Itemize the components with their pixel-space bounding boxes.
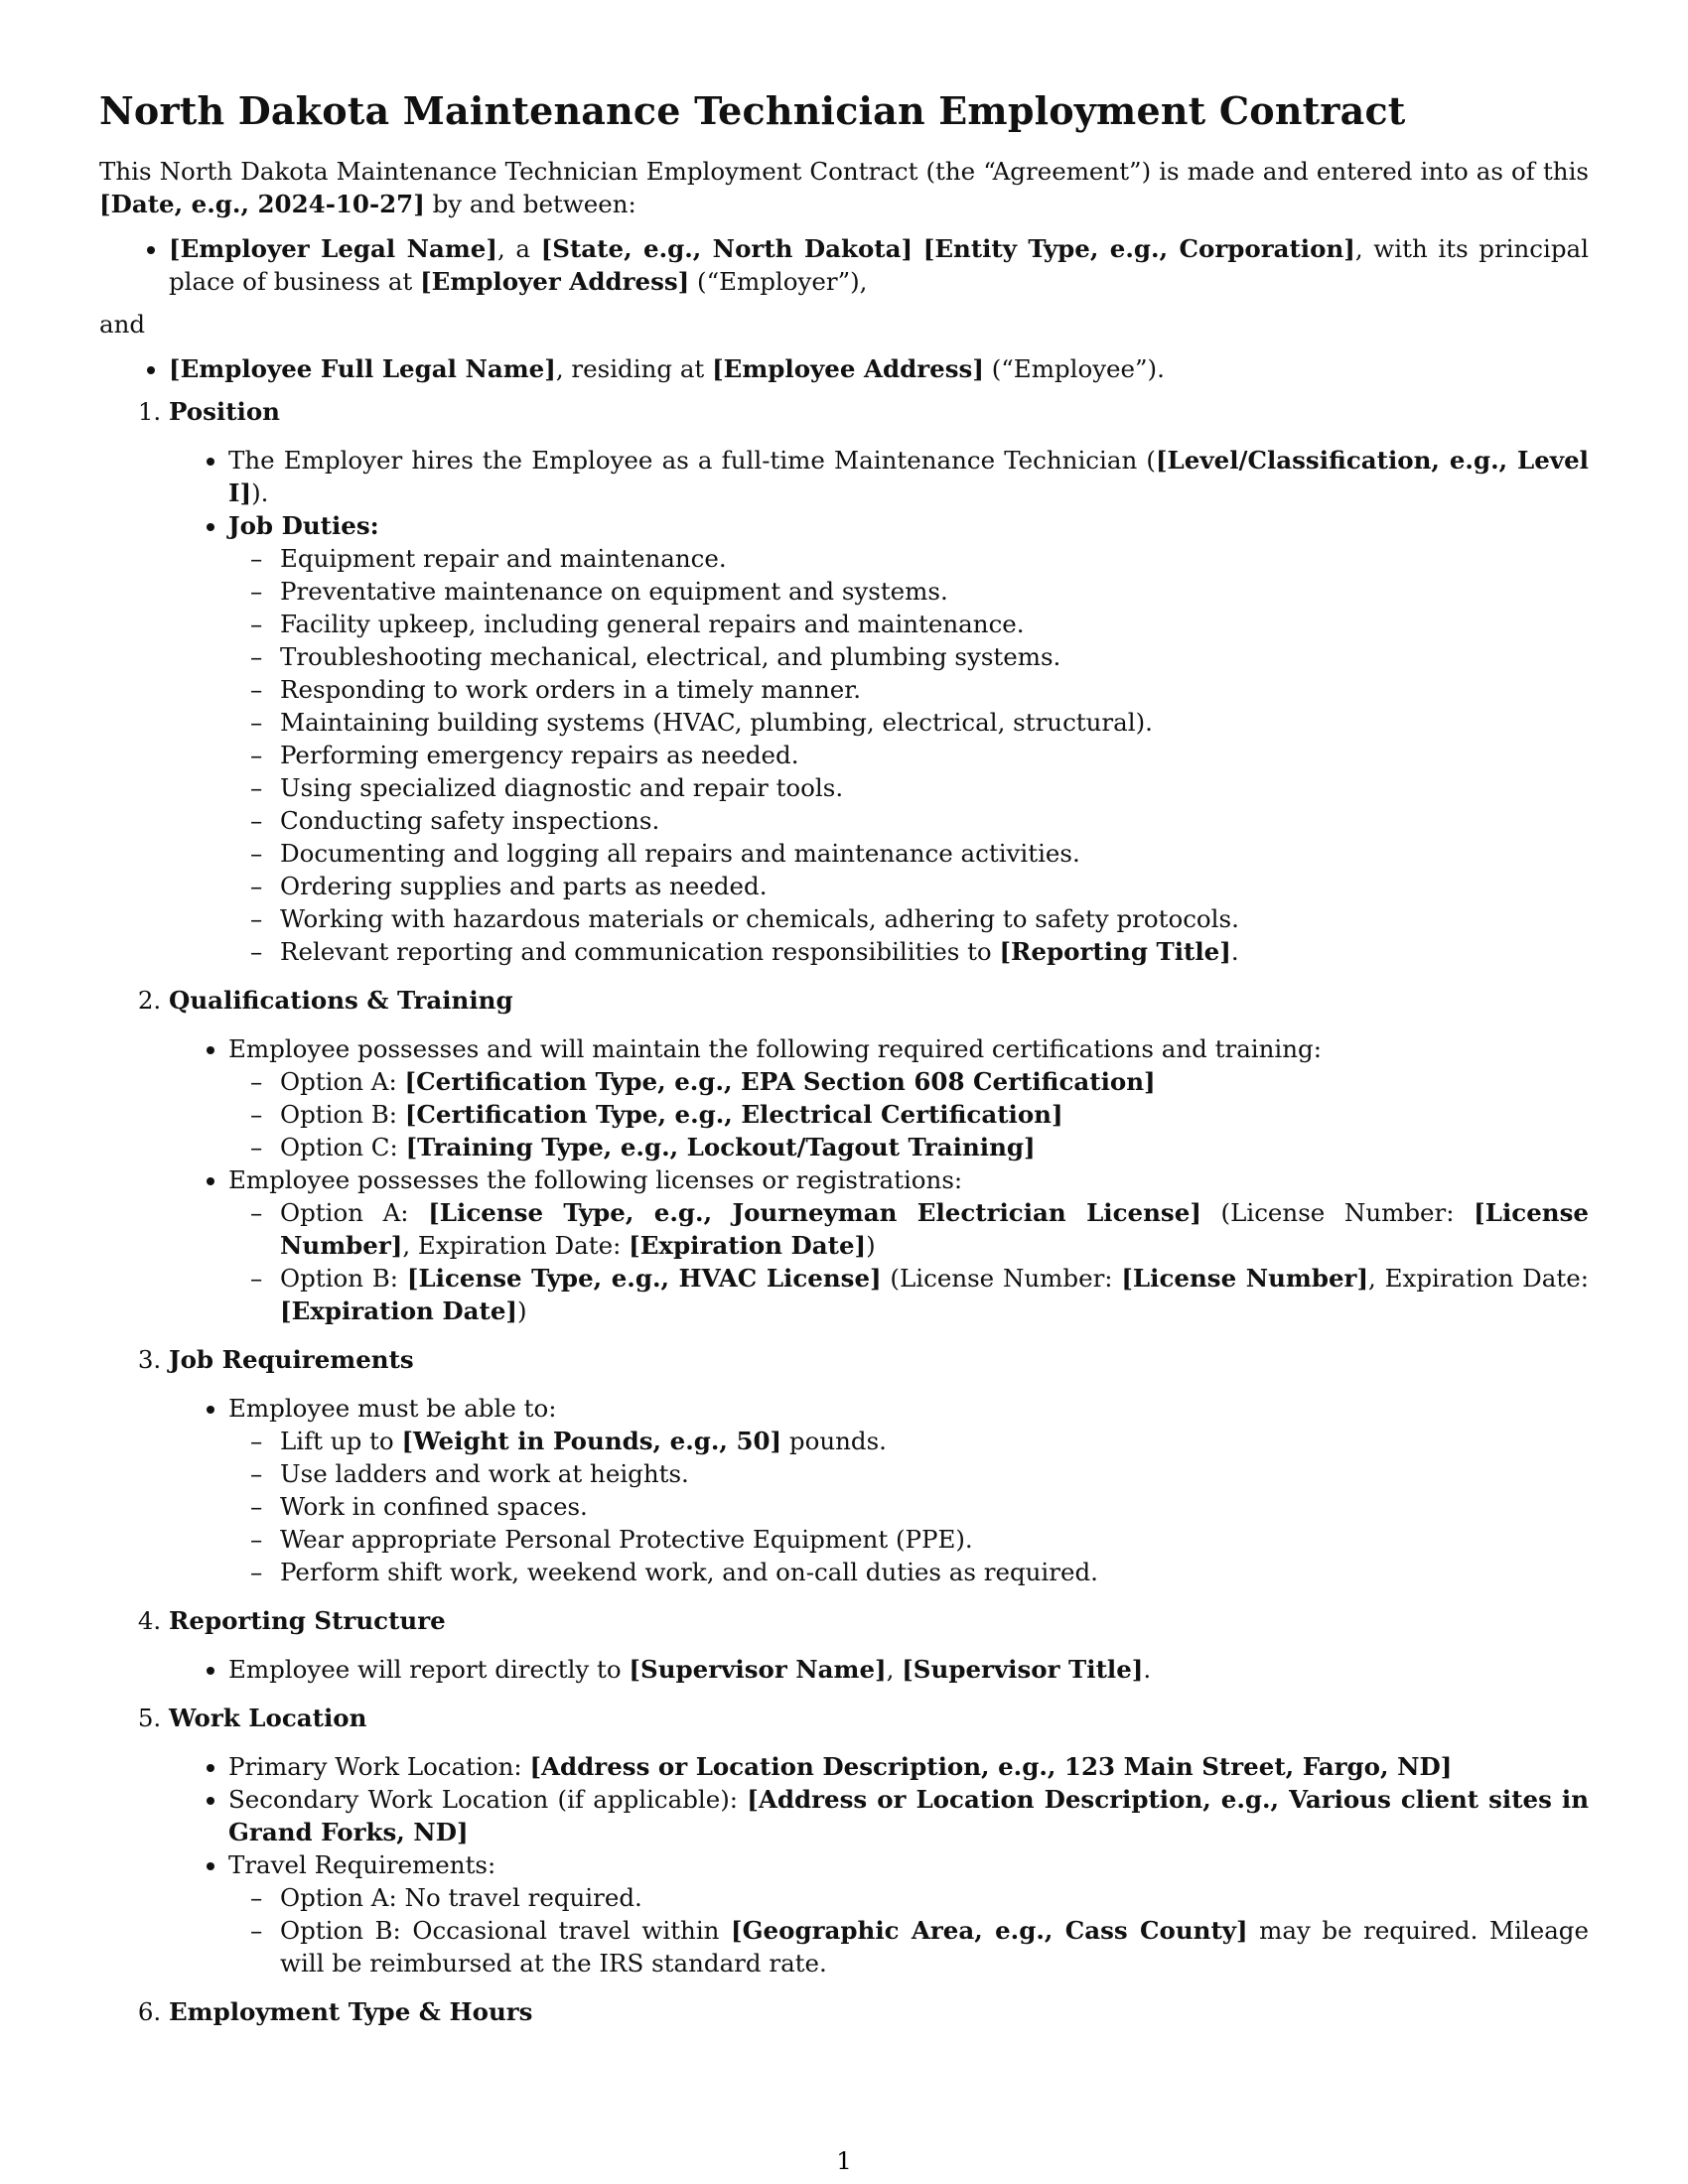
text: Option B: [280, 1264, 407, 1293]
list-item: – Using specialized diagnostic and repair tools. [280, 771, 1589, 804]
list-item: – Responding to work orders in a timely manner. [280, 673, 1589, 706]
section-reporting-structure [169, 1604, 1589, 1686]
text: Option B: [280, 1100, 405, 1129]
list-item [228, 1750, 1589, 1783]
list-item: – Option A: No travel required. [280, 1881, 1589, 1914]
list-item [280, 1196, 1589, 1262]
list-item [280, 935, 1589, 968]
list-item: – Maintaining building systems (HVAC, plumbing, electrical, structural). [280, 706, 1589, 739]
text: Primary Work Location: [228, 1752, 530, 1781]
bullet-list [169, 1032, 1589, 1327]
text: , residing at [555, 354, 713, 383]
list-item: – Performing emergency repairs as needed. [280, 739, 1589, 771]
list-item [228, 1392, 1589, 1588]
license-number-placeholder: [License Number] [1121, 1264, 1369, 1293]
list-item [228, 1653, 1589, 1686]
section-position [169, 395, 1589, 968]
list-item [280, 1131, 1589, 1163]
text: Option A: [280, 1198, 429, 1227]
text: Employee possesses and will maintain the following required certifications and training: [228, 1034, 1322, 1063]
list-item: – Documenting and logging all repairs and maintenance activities. [280, 837, 1589, 870]
certification-placeholder: [Certification Type, e.g., Electrical Certification] [404, 1100, 1063, 1129]
text: (License Number: [1200, 1198, 1475, 1227]
section-employment-type [169, 1995, 1589, 2028]
certification-placeholder: [Certification Type, e.g., EPA Section 608 Certification] [404, 1067, 1156, 1096]
list-item [228, 1032, 1589, 1163]
list-item: – Wear appropriate Personal Protective Equipment (PPE). [280, 1523, 1589, 1556]
section-title: 4. Reporting Structure [169, 1606, 446, 1635]
list-item [228, 1163, 1589, 1327]
text: Option C: [280, 1133, 406, 1161]
text: Employee must be able to: [228, 1394, 557, 1423]
list-item [280, 1914, 1589, 1979]
text: ) [517, 1297, 527, 1325]
text: (License Number: [881, 1264, 1122, 1293]
section-title: 6. Employment Type & Hours [169, 1997, 533, 2026]
list-item: – Equipment repair and maintenance. [280, 542, 1589, 575]
supervisor-title-placeholder: [Supervisor Title] [902, 1655, 1144, 1684]
text: Option B: Occasional travel within [280, 1916, 732, 1945]
list-item: – Facility upkeep, including general repairs and maintenance. [280, 608, 1589, 640]
bullet-list [169, 1653, 1589, 1686]
and-text: and [99, 310, 146, 339]
employee-party [169, 352, 1589, 385]
text: . [1230, 937, 1239, 966]
weight-placeholder: [Weight in Pounds, e.g., 50] [401, 1427, 782, 1455]
list-item [228, 1783, 1589, 1848]
section-work-location [169, 1702, 1589, 1979]
travel-options-list [228, 1881, 1589, 1979]
list-item [280, 1098, 1589, 1131]
geographic-area-placeholder: [Geographic Area, e.g., Cass County] [731, 1916, 1248, 1945]
intro-paragraph [99, 155, 1589, 220]
employee-address-placeholder: [Employee Address] [712, 354, 984, 383]
employer-state-placeholder: [State, e.g., North Dakota] [540, 234, 914, 263]
employee-name-placeholder: [Employee Full Legal Name] [169, 354, 556, 383]
text: Secondary Work Location (if applicable): [228, 1785, 748, 1814]
sections-list [99, 395, 1589, 2028]
date-placeholder: [Date, e.g., 2024-10-27] [99, 190, 425, 218]
employer-name-placeholder: [Employer Legal Name] [169, 234, 497, 263]
text: ). [251, 478, 269, 507]
text: may be required. Mileage will be reimbursed at the IRS standard rate. [280, 1916, 1589, 1978]
text: Lift up to [280, 1427, 402, 1455]
section-job-requirements [169, 1343, 1589, 1588]
parties-list [99, 232, 1589, 298]
document-page [99, 87, 1589, 2044]
license-type-placeholder: [License Type, e.g., HVAC License] [406, 1264, 882, 1293]
list-item: – Working with hazardous materials or chemicals, adhering to safety protocols. [280, 902, 1589, 935]
expiration-date-placeholder: [Expiration Date] [629, 1231, 867, 1260]
bullet-list [169, 1392, 1589, 1588]
certifications-list [228, 1065, 1589, 1163]
page-number: 1 [836, 2146, 852, 2175]
duties-list [228, 542, 1589, 968]
list-item: – Conducting safety inspections. [280, 804, 1589, 837]
license-type-placeholder: [License Type, e.g., Journeyman Electrician License] [428, 1198, 1201, 1227]
list-item: – Troubleshooting mechanical, electrical, and plumbing systems. [280, 640, 1589, 673]
document-title: North Dakota Maintenance Technician Employment Contract [99, 88, 1406, 133]
requirements-list [228, 1425, 1589, 1588]
parties-list-employee [99, 352, 1589, 385]
text [913, 234, 923, 263]
list-item: – Preventative maintenance on equipment and systems. [280, 575, 1589, 608]
employer-party [169, 232, 1589, 298]
reporting-title-placeholder: [Reporting Title] [999, 937, 1231, 966]
text: , [886, 1655, 903, 1684]
level-placeholder: [Level/Classification, e.g., Level I] [228, 446, 1589, 507]
list-item [280, 1065, 1589, 1098]
employer-address-placeholder: [Employer Address] [420, 267, 690, 296]
text: Employee possesses the following licenses or registrations: [228, 1165, 963, 1194]
text: (“Employer”), [689, 267, 868, 296]
section-title: 2. Qualifications & Training [169, 986, 513, 1015]
list-item: – Perform shift work, weekend work, and on-call duties as required. [280, 1556, 1589, 1588]
primary-location-placeholder: [Address or Location Description, e.g., 123 Main Street, Fargo, ND] [529, 1752, 1453, 1781]
job-duties-label: Job Duties: [228, 511, 379, 540]
list-item [228, 1848, 1589, 1979]
license-number-placeholder: [License Number] [280, 1198, 1589, 1260]
secondary-location-placeholder: [Address or Location Description, e.g., Various client sites in Grand Forks, ND] [228, 1785, 1590, 1846]
text: , a [496, 234, 541, 263]
list-item [228, 509, 1589, 968]
employer-entity-placeholder: [Entity Type, e.g., Corporation] [922, 234, 1355, 263]
text: Employee will report directly to [228, 1655, 630, 1684]
list-item: – Ordering supplies and parts as needed. [280, 870, 1589, 902]
text: , with its principal place of business at [169, 234, 1589, 296]
text: The Employer hires the Employee as a full-time Maintenance Technician ( [228, 446, 1156, 475]
bullet-list [169, 444, 1589, 968]
text: pounds. [781, 1427, 887, 1455]
section-qualifications [169, 984, 1589, 1327]
text: Option A: [280, 1067, 405, 1096]
list-item [228, 444, 1589, 509]
text: , Expiration Date: [1368, 1264, 1589, 1293]
list-item [280, 1262, 1589, 1327]
text: . [1143, 1655, 1152, 1684]
text: , Expiration Date: [402, 1231, 630, 1260]
list-item [280, 1425, 1589, 1457]
section-title: 1. Position [169, 397, 280, 426]
licenses-list [228, 1196, 1589, 1327]
intro-text-end: by and between: [424, 190, 636, 218]
text: (“Employee”). [983, 354, 1165, 383]
text: Travel Requirements: [228, 1850, 496, 1879]
expiration-date-placeholder: [Expiration Date] [280, 1297, 518, 1325]
intro-text: This North Dakota Maintenance Technician Employment Contract (the “Agreement”) is made and entered into as of this [99, 157, 1589, 186]
list-item: – Work in confined spaces. [280, 1490, 1589, 1523]
section-title: 5. Work Location [169, 1704, 367, 1732]
section-title: 3. Job Requirements [169, 1345, 414, 1374]
training-placeholder: [Training Type, e.g., Lockout/Tagout Training] [405, 1133, 1036, 1161]
supervisor-name-placeholder: [Supervisor Name] [629, 1655, 887, 1684]
list-item: – Use ladders and work at heights. [280, 1457, 1589, 1490]
text: ) [866, 1231, 876, 1260]
text: Relevant reporting and communication responsibilities to [280, 937, 1000, 966]
bullet-list [169, 1750, 1589, 1979]
